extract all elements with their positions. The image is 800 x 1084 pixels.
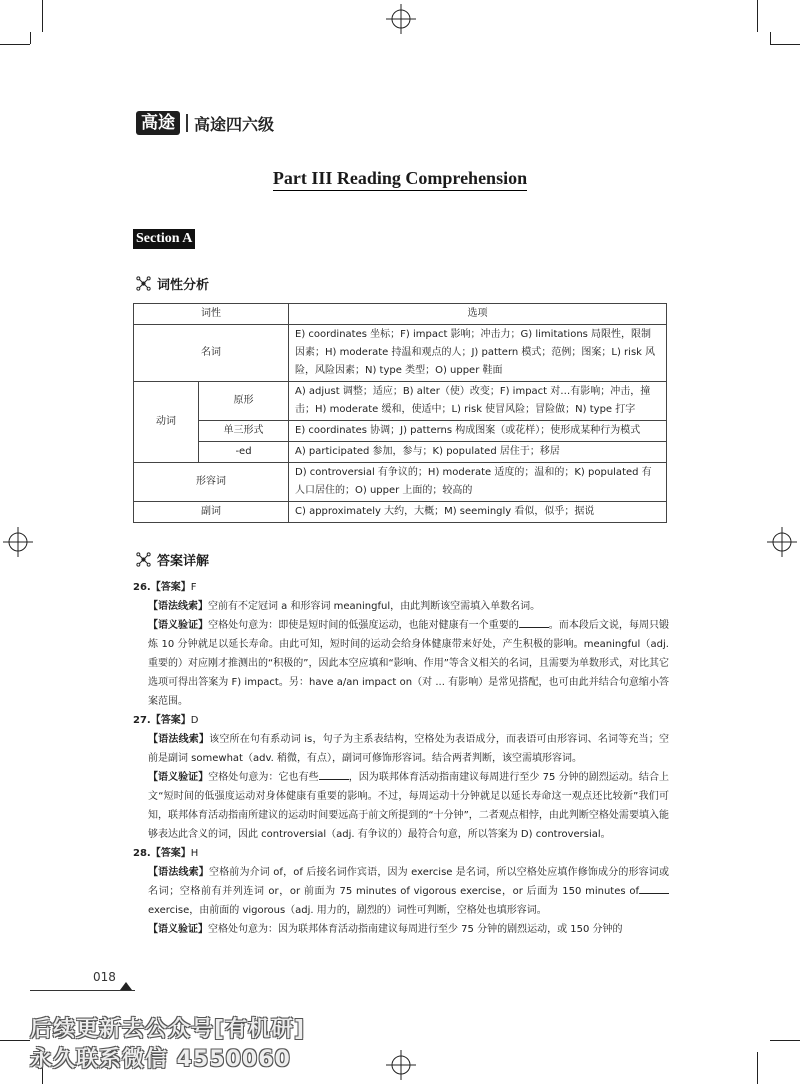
registration-mark-icon <box>767 527 797 557</box>
explanation-title: 答案详解 <box>157 554 210 569</box>
verb-form-third: 单三形式 <box>199 421 289 442</box>
syntax-text: 空前有不定冠词 a 和形容词 meaningful，由此判断该空需填入单数名词。 <box>208 601 541 612</box>
question-26-answer <box>133 578 669 597</box>
question-26-syntax <box>133 597 669 616</box>
brand-header <box>136 110 274 136</box>
pos-label-verb: 动词 <box>134 382 199 463</box>
semantic-text: 空格处句意为：即使是短时间的低强度运动，也能对健康有一个重要的 <box>208 620 519 631</box>
semantic-text: 空格处句意为：它也有些 <box>208 772 319 783</box>
table-row-adj <box>134 463 667 502</box>
verb-form-base: 原形 <box>199 382 289 421</box>
crop-mark <box>770 44 800 45</box>
question-number: 27. <box>133 715 151 726</box>
answer-tag: 【答案】 <box>150 715 191 726</box>
pos-analysis-title: 词性分析 <box>157 278 210 293</box>
footer-rule <box>30 990 135 991</box>
answer-value: F <box>190 582 197 593</box>
answer-tag: 【答案】 <box>150 582 191 593</box>
semantic-tag: 【语义验证】 <box>148 620 209 631</box>
pos-label-noun: 名词 <box>134 325 289 382</box>
blank-line <box>519 617 549 628</box>
syntax-tag: 【语法线索】 <box>148 867 209 878</box>
semantic-text: ，因为联邦体育活动指南建议每周进行至少 75 分钟的剧烈运动。结合上文“短时间的低强度运动对身体健康有重要的影响。不过，每周运动十分钟就足以延长寿命这一观点还比较新”我们可知，联邦体育活动指南所建议的运动时间要远高于前文所提到的“十分钟”，二者观点相悖，由此判断空格处需要填入能够表达此含义的词，因此 controversial（adj. 有争议的）最符合句意，所以答案为 D) controversial。 <box>148 772 669 840</box>
crop-mark <box>30 32 31 44</box>
options-verb-ed: A) participated 参加，参与；K) populated 居住于；移居 <box>289 442 667 463</box>
part-title-text: Part III Reading Comprehension <box>273 168 527 191</box>
semantic-tag: 【语义验证】 <box>148 772 209 783</box>
question-27-syntax <box>133 730 669 768</box>
brand-name: 高途四六级 <box>194 114 275 134</box>
question-number: 26. <box>133 582 151 593</box>
semantic-tag: 【语义验证】 <box>148 924 208 935</box>
explanation-heading <box>136 550 209 569</box>
watermark-line-2: 永久联系微信 4550060 <box>30 1047 291 1072</box>
question-28-answer <box>133 844 669 863</box>
part-title <box>0 168 800 189</box>
table-row-verb-ed <box>134 442 667 463</box>
question-26-semantic <box>133 616 669 711</box>
watermark-line-1: 后续更新去公众号[有机研] <box>30 1017 306 1042</box>
col-header-pos: 词性 <box>134 304 289 325</box>
brand-logo: 高途 <box>136 111 180 135</box>
table-row-verb-third <box>134 421 667 442</box>
table-row-verb-base <box>134 382 667 421</box>
crop-mark <box>757 1052 758 1084</box>
syntax-text: exercise，由前面的 vigorous（adj. 用力的，剧烈的）词性可判断，空格处也填形容词。 <box>148 905 547 916</box>
pos-analysis-heading <box>136 274 209 293</box>
blank-line <box>639 883 669 894</box>
triangle-icon <box>120 982 132 990</box>
syntax-text: 该空所在句有系动词 is，句子为主系表结构，空格处为表语成分，而表语可由形容词、名词等充当；空前是副词 somewhat（adv. 稍微，有点），副词可修饰形容词。结合两者判断，该空需填形容词。 <box>148 734 669 764</box>
table-row-adv <box>134 502 667 523</box>
syntax-tag: 【语法线索】 <box>148 601 208 612</box>
options-adv: C) approximately 大约，大概；M) seemingly 看似，似乎；据说 <box>289 502 667 523</box>
blank-line <box>319 769 349 780</box>
pos-label-adv: 副词 <box>134 502 289 523</box>
section-label: Section A <box>133 229 195 249</box>
options-verb-base: A) adjust 调整；适应；B) alter（使）改变；F) impact 对…有影响；冲击，撞击；H) moderate 缓和，使适中；L) risk 使冒风险；冒险做；N) type 打字 <box>289 382 667 421</box>
brand-divider <box>186 114 188 132</box>
pos-label-adj: 形容词 <box>134 463 289 502</box>
answer-value: H <box>190 848 199 859</box>
table-row-noun <box>134 325 667 382</box>
question-28-semantic <box>133 920 669 939</box>
registration-mark-icon <box>3 527 33 557</box>
crop-mark <box>770 1040 800 1041</box>
table-header-row <box>134 304 667 325</box>
syntax-text: 空格前为介词 of，of 后接名词作宾语，因为 exercise 是名词，所以空格处应填作修饰成分的形容词或名词；空格前有并列连词 or，or 前面为 75 minutes of vigorous exercise，or 后面为 150 minutes of <box>148 867 669 897</box>
col-header-options: 选项 <box>289 304 667 325</box>
question-28-syntax <box>133 863 669 920</box>
options-noun: E) coordinates 坐标；F) impact 影响；冲击力；G) limitations 局限性，限制因素；H) moderate 持温和观点的人；J) pattern 模式；范例；图案；L) risk 风险，风险因素；N) type 类型；O) upper 鞋面 <box>289 325 667 382</box>
page-number: 018 <box>93 970 116 984</box>
semantic-text: 空格处句意为：因为联邦体育活动指南建议每周进行至少 75 分钟的剧烈运动，或 150 分钟的 <box>208 924 623 935</box>
pos-table <box>133 303 667 523</box>
crop-mark <box>757 0 758 32</box>
crop-mark <box>0 44 30 45</box>
answer-explanations <box>133 578 669 939</box>
molecule-icon <box>136 552 151 567</box>
question-27-answer <box>133 711 669 730</box>
syntax-tag: 【语法线索】 <box>148 734 210 745</box>
semantic-text: 。而本段后文说，每周只锻炼 10 分钟就足以延长寿命。由此可知，短时间的运动会给身体健康带来好处，产生积极的影响。meaningful（adj. 重要的）对应刚才推测出的“积极的”，因此本空应填和“影响、作用”等含义相关的名词，且需要为单数形式，对比其它选项可得出答案为 F) impact。另：have a/an impact on（对 ... 有影响）是常见搭配，也可由此并结合句意缩小答案范围。 <box>148 620 670 707</box>
registration-mark-icon <box>386 4 416 34</box>
molecule-icon <box>136 276 151 291</box>
options-adj: D) controversial 有争议的；H) moderate 适度的；温和的；K) populated 有人口居住的；O) upper 上面的；较高的 <box>289 463 667 502</box>
answer-value: D <box>190 715 199 726</box>
options-verb-third: E) coordinates 协调；J) patterns 构成图案（或花样）；使形成某种行为模式 <box>289 421 667 442</box>
question-number: 28. <box>133 848 151 859</box>
registration-mark-icon <box>386 1050 416 1080</box>
crop-mark <box>770 32 771 44</box>
verb-form-ed: -ed <box>199 442 289 463</box>
answer-tag: 【答案】 <box>150 848 191 859</box>
crop-mark <box>42 0 43 32</box>
question-27-semantic <box>133 768 669 844</box>
crop-mark <box>0 1040 30 1041</box>
